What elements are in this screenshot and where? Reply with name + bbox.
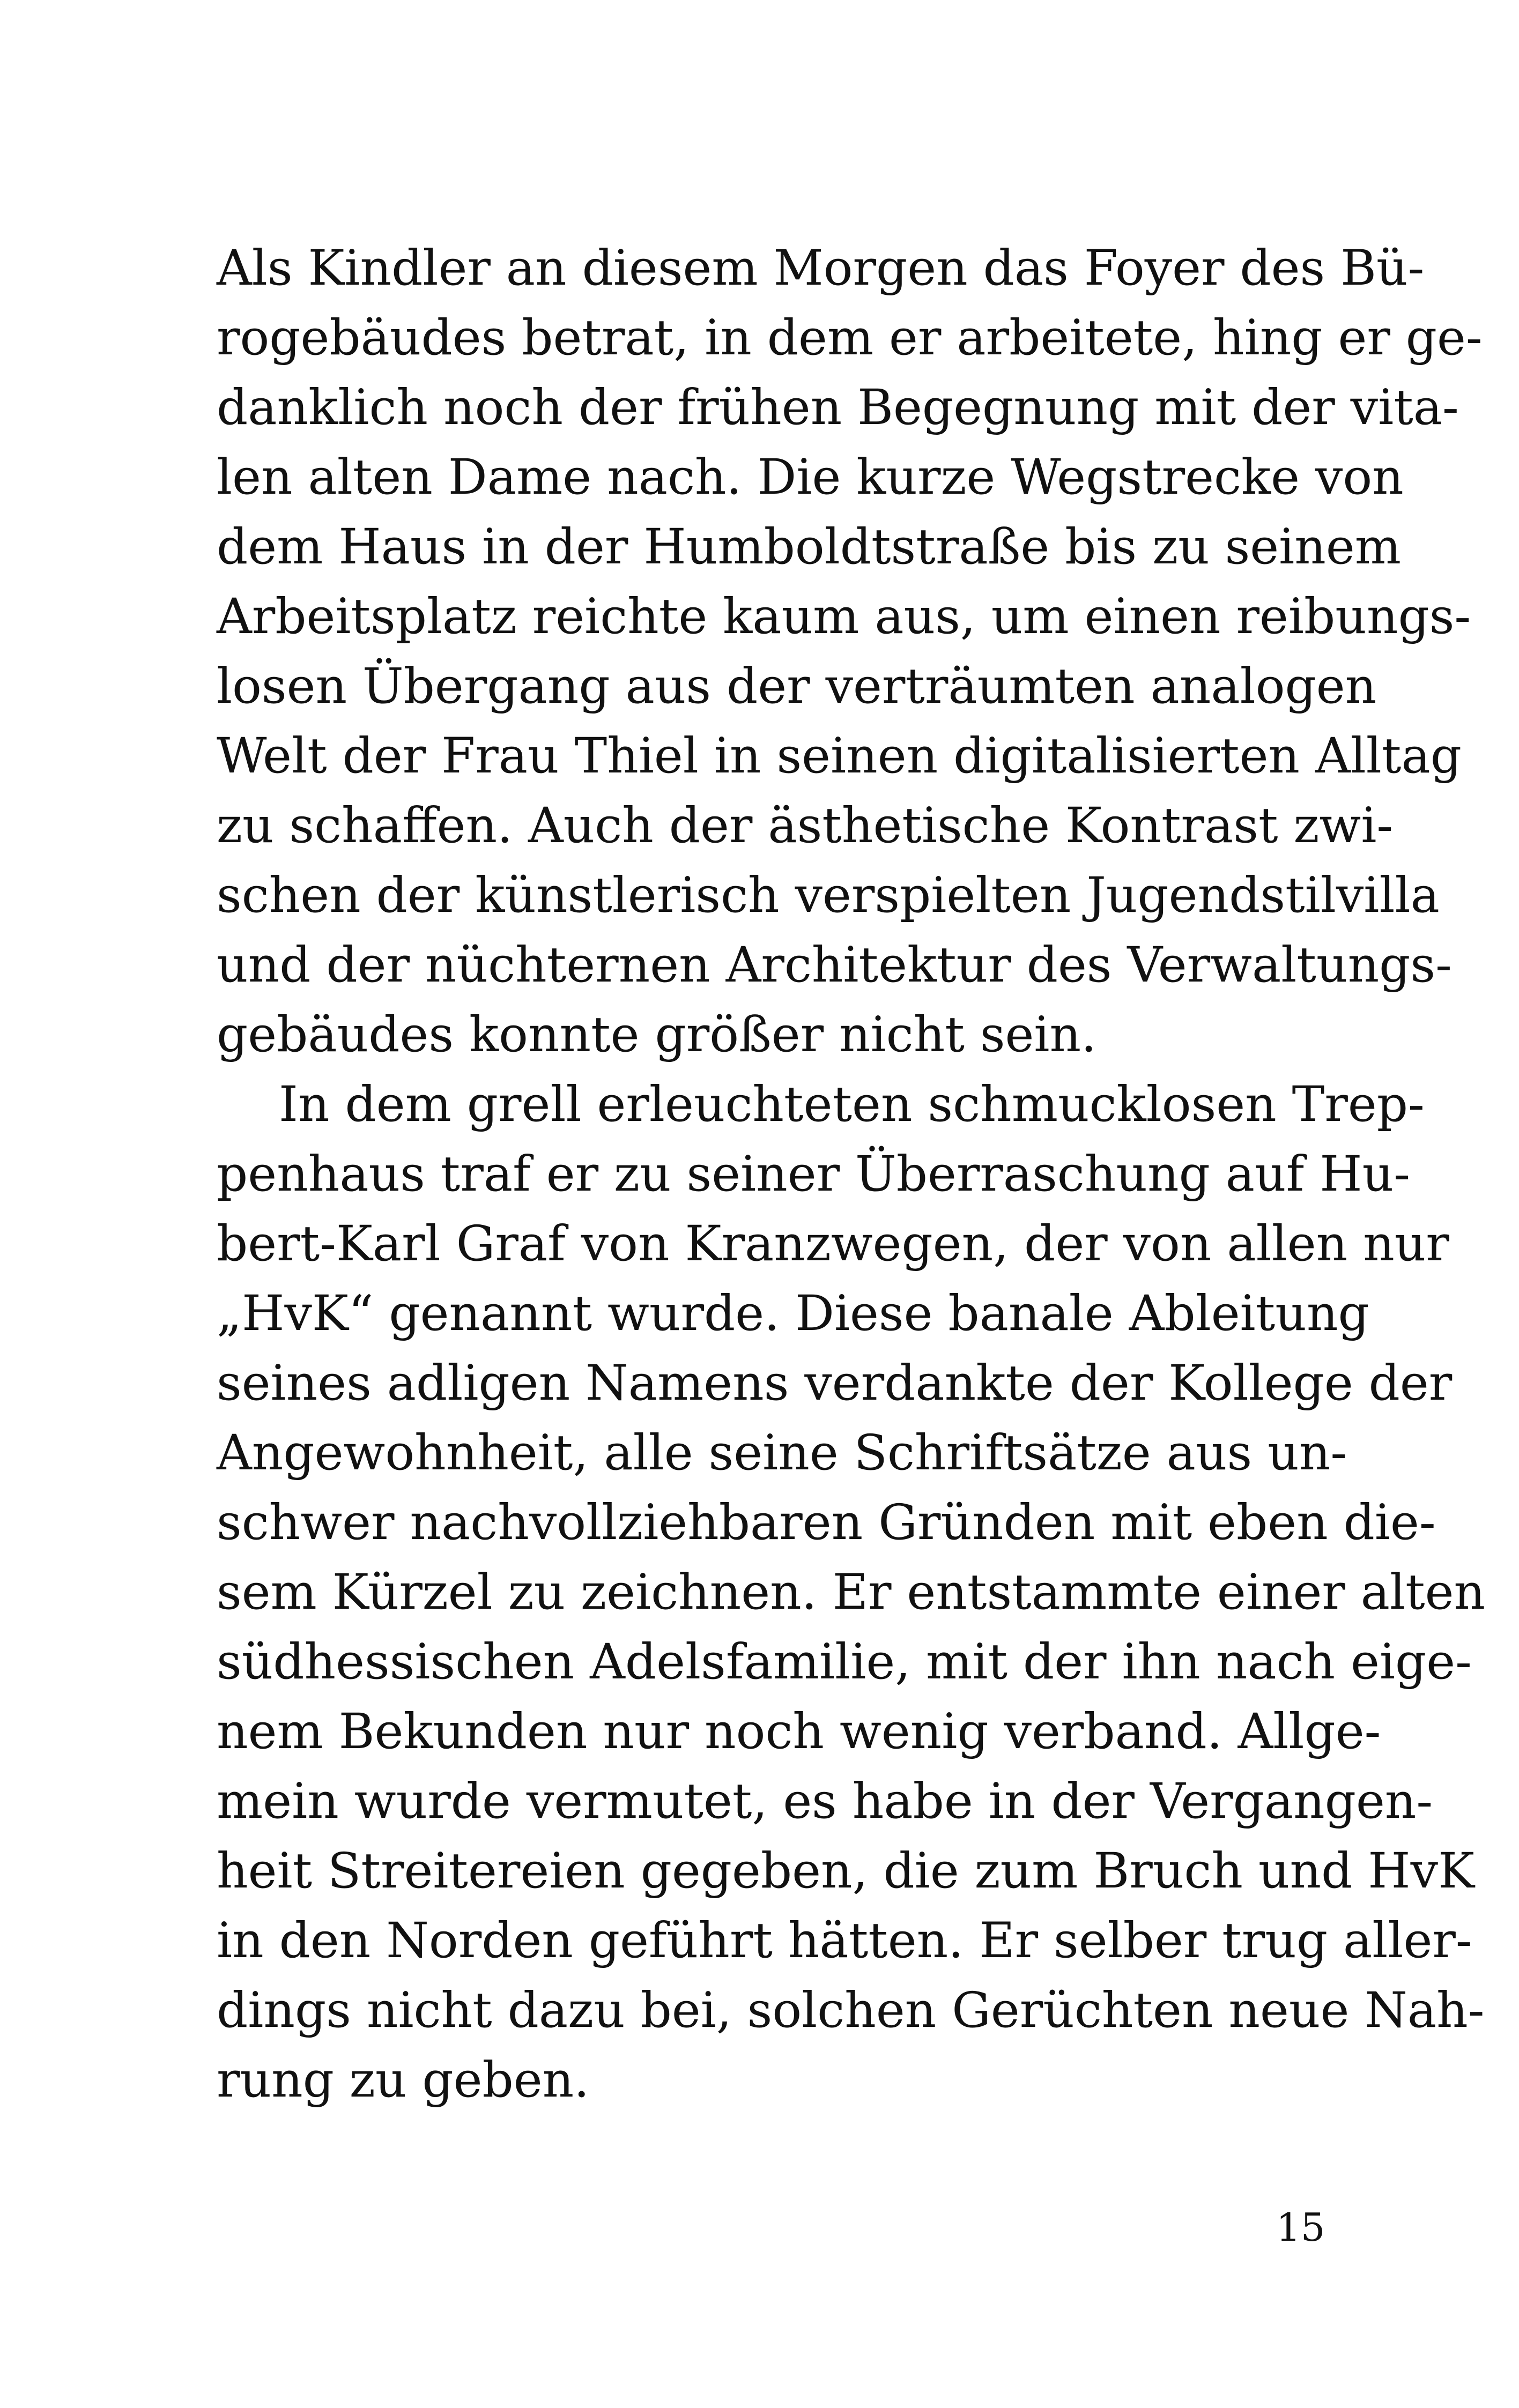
text-line: südhessischen Adelsfamilie, mit der ihn nach eige- xyxy=(217,1634,1472,1690)
text-line: bert-Karl Graf von Kranzwegen, der von allen nur xyxy=(217,1216,1449,1272)
text-line: in den Norden geführt hätten. Er selber trug aller- xyxy=(217,1913,1472,1969)
text-line: Als Kindler an diesem Morgen das Foyer des Bü- xyxy=(217,240,1425,296)
text-line: Arbeitsplatz reichte kaum aus, um einen reibungs- xyxy=(217,589,1471,645)
text-line: dings nicht dazu bei, solchen Gerüchten neue Nah- xyxy=(217,1982,1485,2039)
text-line: In dem grell erleuchteten schmucklosen Trep- xyxy=(279,1076,1425,1133)
page-body xyxy=(217,234,1486,2115)
text-line: heit Streitereien gegeben, die zum Bruch und HvK xyxy=(217,1843,1475,1899)
text-line: rung zu geben. xyxy=(217,2052,590,2108)
text-line: dem Haus in der Humboldtstraße bis zu seinem xyxy=(217,519,1402,575)
text-line: zu schaffen. Auch der ästhetische Kontrast zwi- xyxy=(217,798,1394,854)
text-line: sem Kürzel zu zeichnen. Er entstammte einer alten xyxy=(217,1564,1486,1621)
page-number: 15 xyxy=(1276,2205,1325,2250)
paragraph-1 xyxy=(217,234,1483,1070)
text-line: seines adligen Namens verdankte der Kollege der xyxy=(217,1355,1453,1411)
text-line: schwer nachvollziehbaren Gründen mit eben die- xyxy=(217,1495,1436,1551)
text-line: gebäudes konnte größer nicht sein. xyxy=(217,1007,1097,1063)
text-line: Angewohnheit, alle seine Schriftsätze aus un- xyxy=(217,1425,1347,1481)
text-line: len alten Dame nach. Die kurze Wegstrecke von xyxy=(217,449,1404,506)
paragraph-2 xyxy=(217,1070,1486,2115)
text-line: und der nüchternen Architektur des Verwaltungs- xyxy=(217,937,1452,993)
text-line: losen Übergang aus der verträumten analogen xyxy=(217,658,1377,715)
text-line: mein wurde vermutet, es habe in der Vergangen- xyxy=(217,1773,1433,1830)
text-line: schen der künstlerisch verspielten Jugendstilvilla xyxy=(217,867,1440,924)
text-line: nem Bekunden nur noch wenig verband. Allge- xyxy=(217,1704,1381,1760)
text-line: penhaus traf er zu seiner Überraschung auf Hu- xyxy=(217,1146,1410,1202)
text-line: rogebäudes betrat, in dem er arbeitete, hing er ge- xyxy=(217,310,1483,366)
text-line: Welt der Frau Thiel in seinen digitalisierten Alltag xyxy=(217,728,1462,784)
text-line: „HvK“ genannt wurde. Diese banale Ableitung xyxy=(217,1285,1369,1342)
text-line: danklich noch der frühen Begegnung mit der vita- xyxy=(217,380,1459,436)
